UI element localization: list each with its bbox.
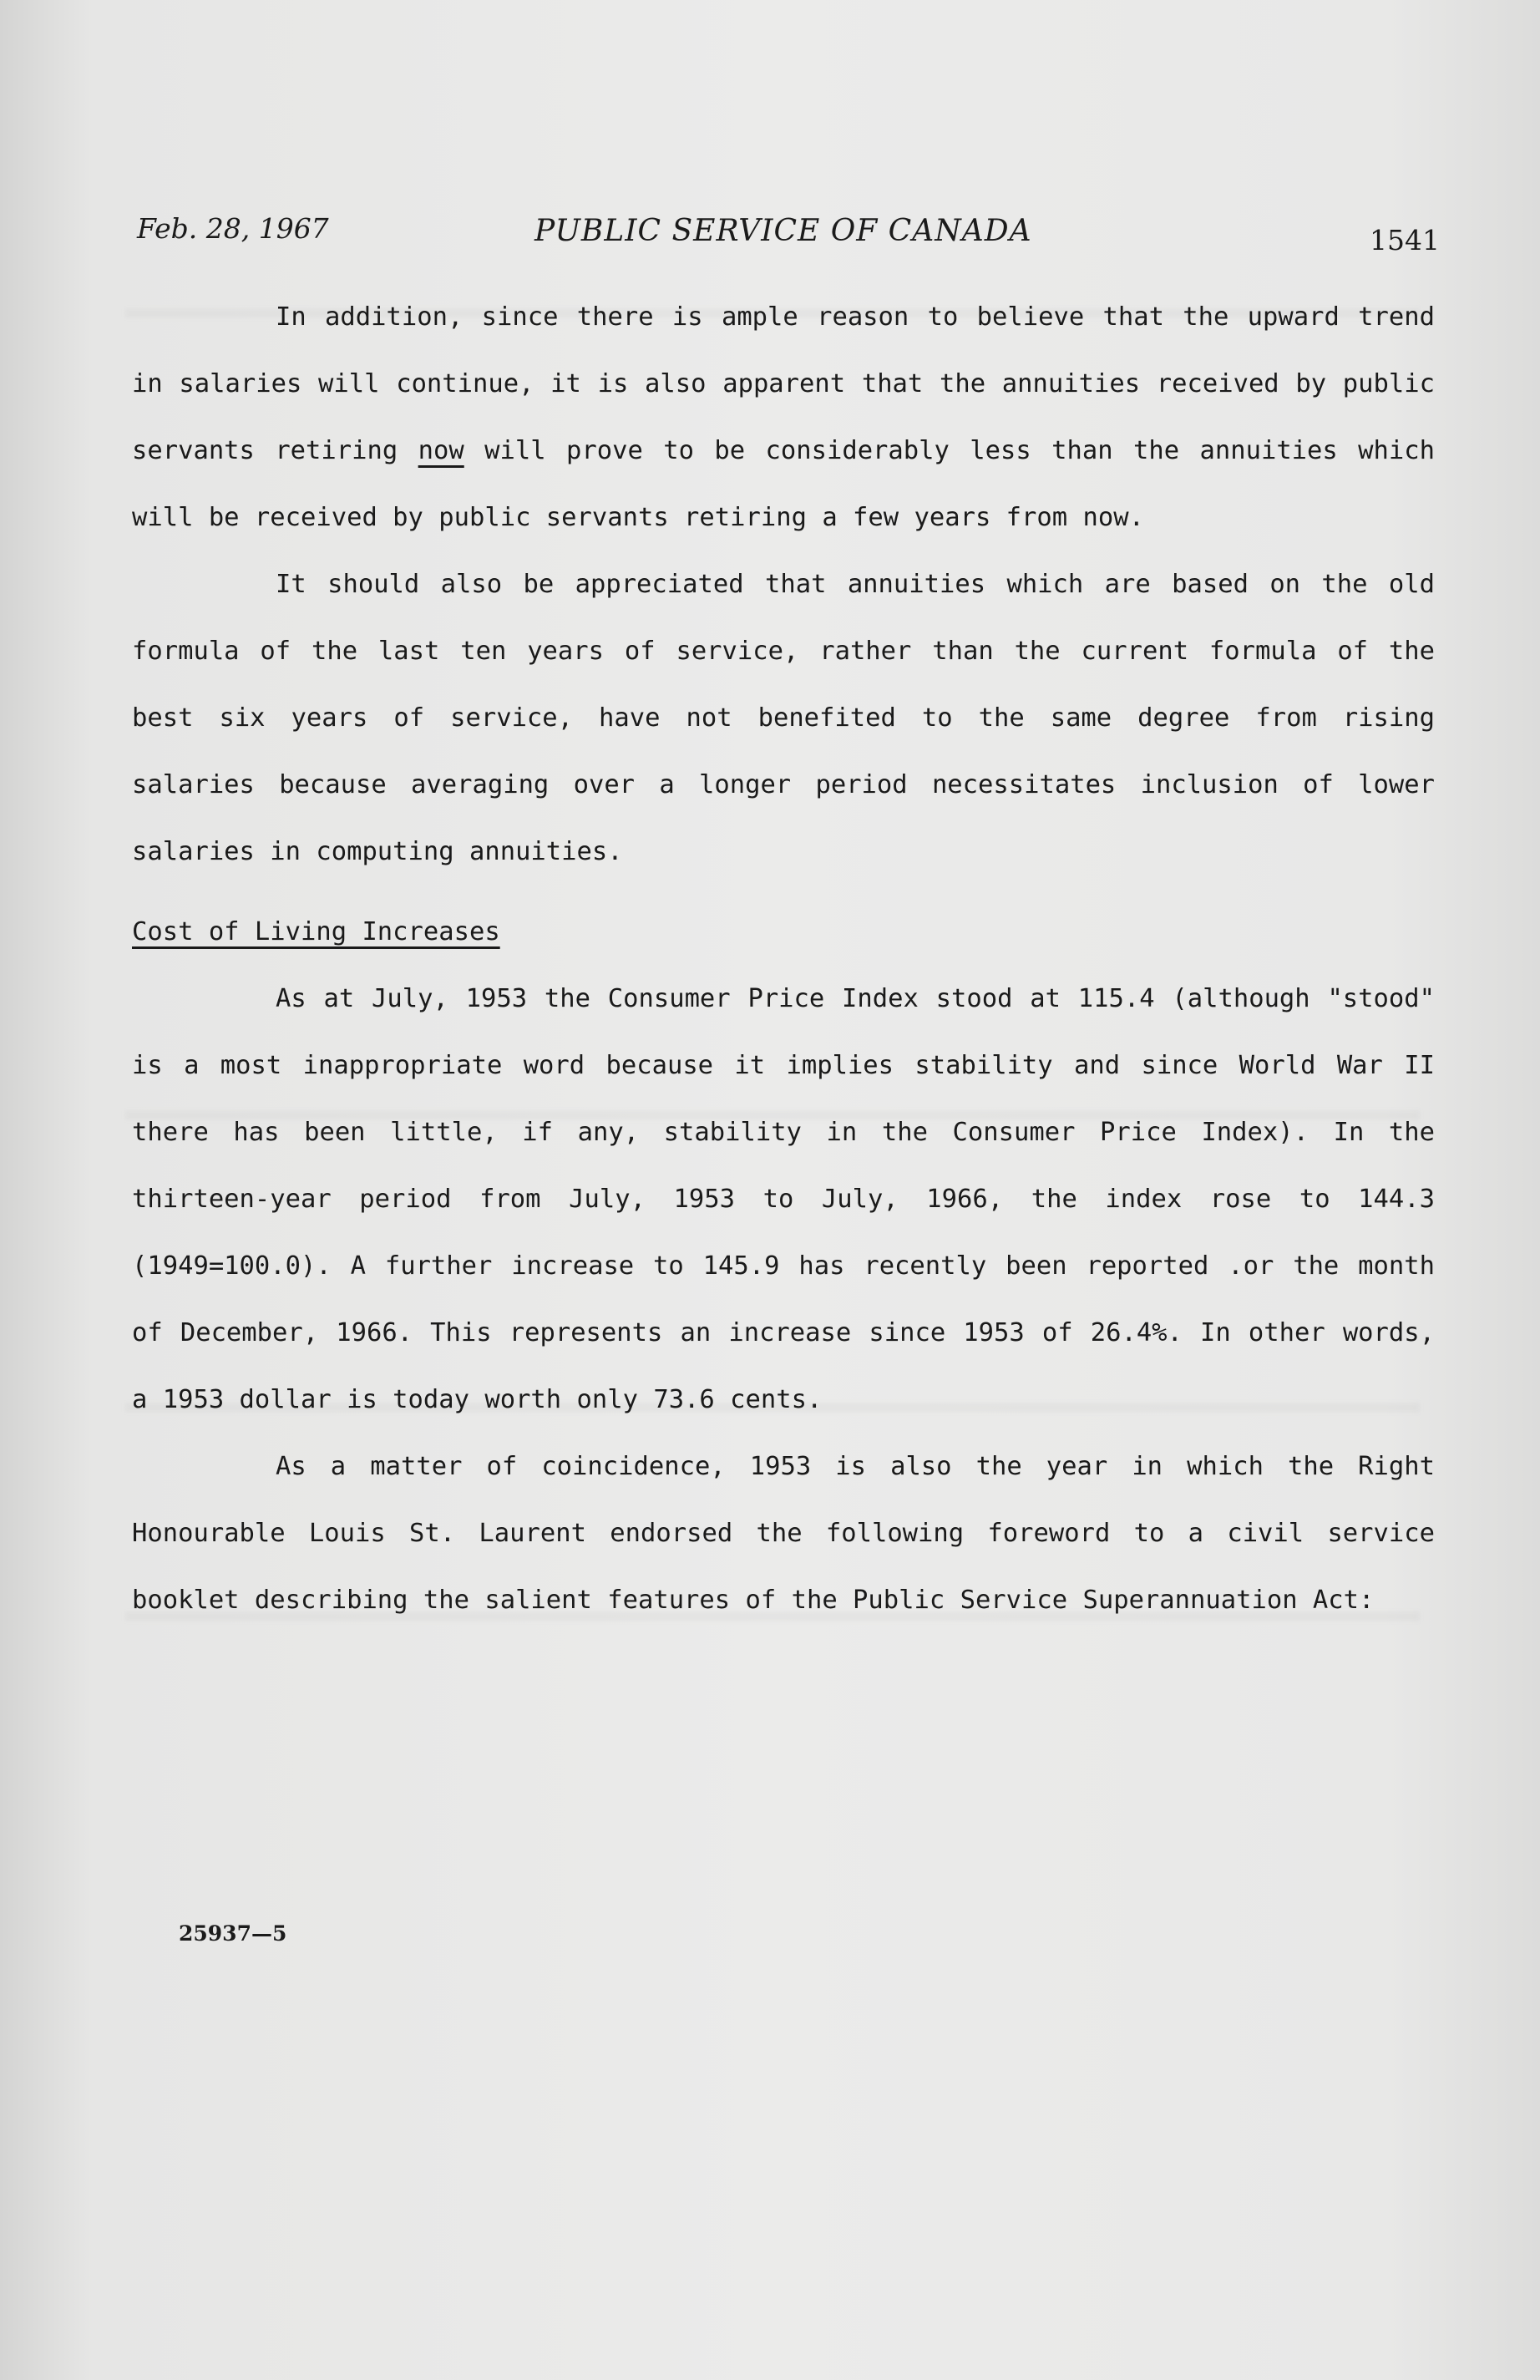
- paragraph-annuities-trend: [132, 284, 1435, 551]
- section-heading: Cost of Living Increases: [132, 917, 500, 946]
- page-header: [137, 209, 1440, 259]
- body-text: [132, 284, 1435, 1634]
- paragraph-consumer-price-index: As at July, 1953 the Consumer Price Index stood at 115.4 (although "stood" is a most inappropriate word because it implies stability and since World War II there has been little, if any, stability in the Consumer Price Index). In the thirteen-year period from July, 1953 to July, 1966, the index rose to 144.3 (1949=100.0). A further increase to 145.9 has recently been reported .or the month of December, 1966. This represents an increase since 1953 of 26.4%. In other words, a 1953 dollar is today worth only 73.6 cents.: [132, 984, 1435, 1414]
- page-number: 1541: [1370, 224, 1440, 256]
- paragraph-text: In addition, since there is ample reason to believe that the upward trend in salaries will continue, it is also apparent that the annuities received by public servants retiring: [132, 302, 1435, 465]
- underlined-word: now: [418, 436, 464, 465]
- paragraph-coincidence: As a matter of coincidence, 1953 is also the year in which the Right Honourable Louis St. Laurent endorsed the following foreword to a civil service booklet describing the salient features of the Public Service Superannuation Act:: [132, 1452, 1435, 1615]
- header-title: PUBLIC SERVICE OF CANADA: [534, 214, 1032, 248]
- header-date: Feb. 28, 1967: [137, 212, 329, 245]
- printer-code: 25937—5: [179, 1921, 287, 1946]
- paragraph-old-formula: It should also be appreciated that annuities which are based on the old formula of the last ten years of service, rather than the current formula of the best six years of service, have not benefited to the same degree from rising salaries because averaging over a longer period necessitates inclusion of lower salaries in computing annuities.: [132, 570, 1435, 866]
- paragraph-text: will prove to be considerably less than the annuities which will be received by public servants retiring a few years from now.: [132, 436, 1435, 532]
